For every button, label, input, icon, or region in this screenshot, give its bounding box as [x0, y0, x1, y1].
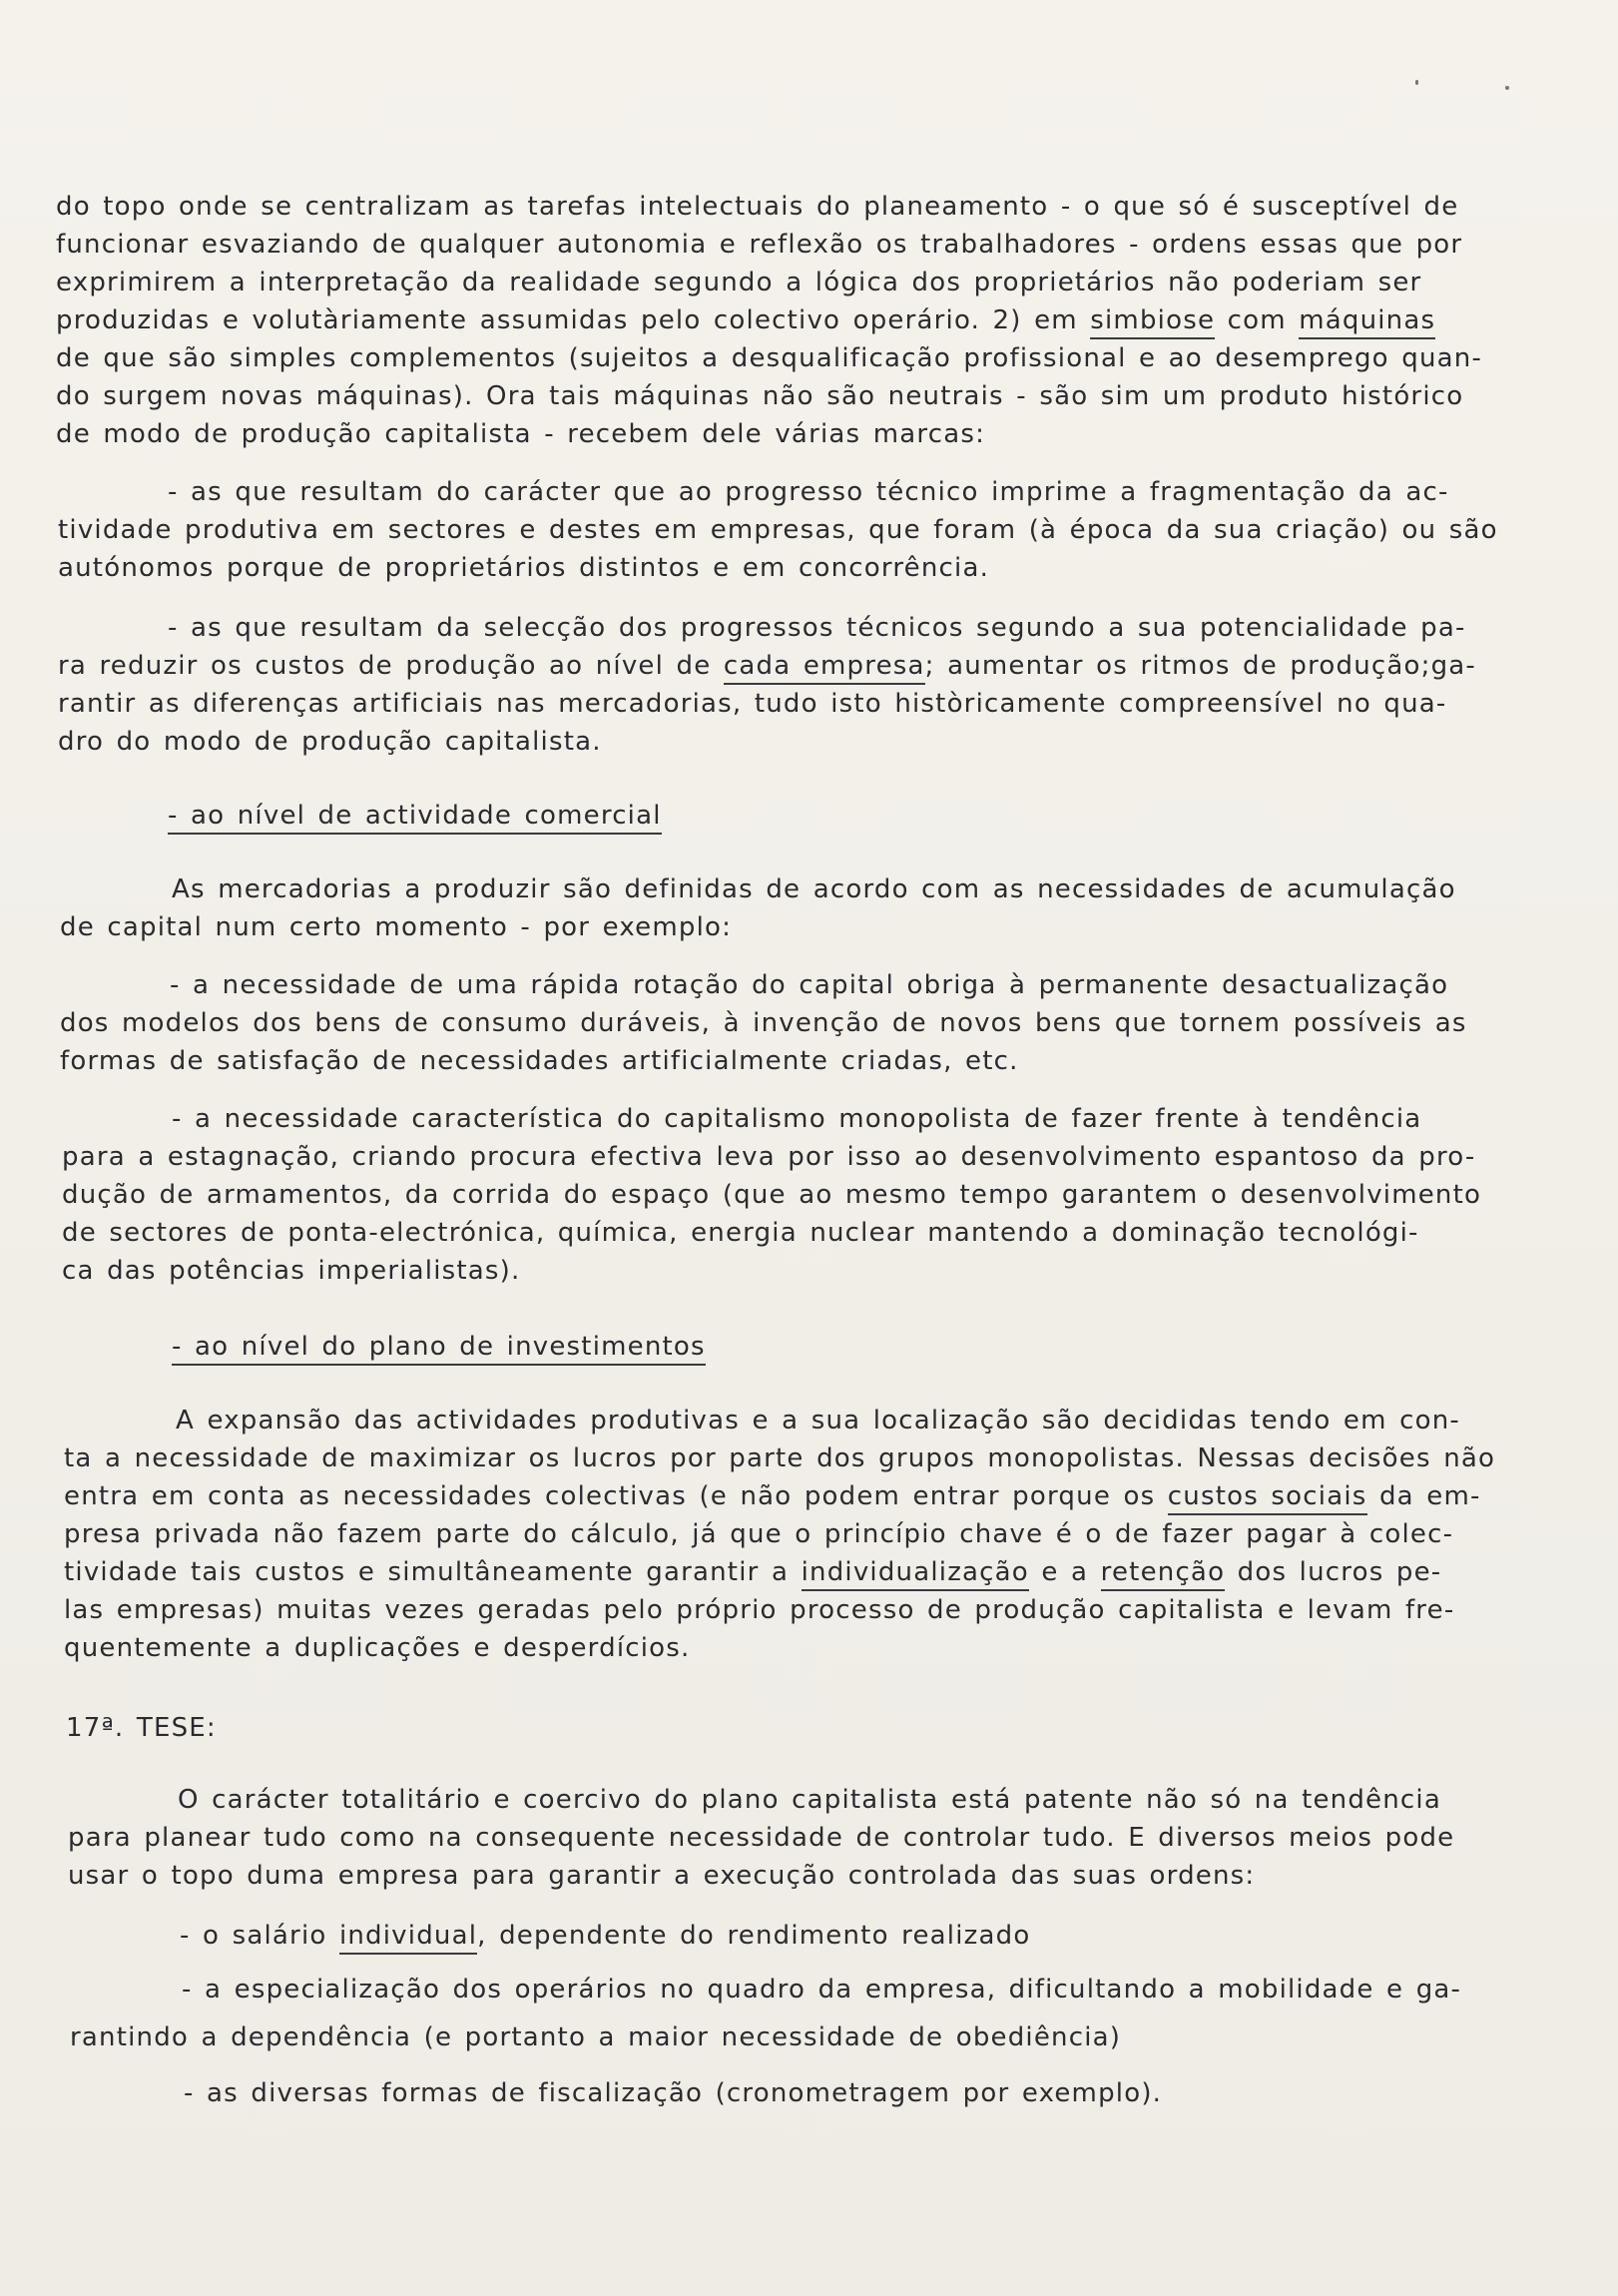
text-line — [64, 1479, 1481, 1513]
text-run: ; aumentar os ritmos de produção;ga- — [924, 651, 1477, 681]
text-line: ta a necessidade de maximizar os lucros por parte dos grupos monopolistas. Nessas decisões não — [64, 1443, 1496, 1473]
text-line — [64, 1555, 1441, 1589]
text-line: las empresas) muitas vezes geradas pelo próprio processo de produção capitalista e levam fre- — [64, 1595, 1455, 1625]
underlined-term: retenção — [1101, 1557, 1226, 1591]
text-line: dução de armamentos, da corrida do espaço (que ao mesmo tempo garantem o desenvolvimento — [62, 1180, 1482, 1210]
underlined-term: individual — [339, 1921, 477, 1955]
underlined-heading: - ao nível do plano de investimentos — [172, 1332, 706, 1366]
text-line: - a necessidade de uma rápida rotação do capital obriga à permanente desactualização — [170, 970, 1449, 1000]
text-line: dos modelos dos bens de consumo duráveis, à invenção de novos bens que tornem possíveis as — [60, 1008, 1467, 1038]
text-line: rantir as diferenças artificiais nas mercadorias, tudo isto històricamente compreensível no qua- — [58, 689, 1447, 719]
text-line: - as diversas formas de fiscalização (cronometragem por exemplo). — [184, 2078, 1163, 2108]
thesis-heading: 17ª. TESE: — [66, 1713, 217, 1743]
text-line: presa privada não fazem parte do cálculo, já que o princípio chave é o de fazer pagar à colec- — [64, 1519, 1454, 1549]
text-line: rantindo a dependência (e portanto a maior necessidade de obediência) — [70, 2022, 1122, 2052]
text-line: do surgem novas máquinas). Ora tais máquinas não são neutrais - são sim um produto histórico — [56, 381, 1464, 411]
text-line — [56, 303, 1435, 337]
text-line: dro do modo de produção capitalista. — [58, 727, 602, 757]
text-run: - o salário — [180, 1921, 339, 1951]
text-line: tividade produtiva em sectores e destes em empresas, que foram (à época da sua criação) ou são — [58, 515, 1498, 545]
text-line: ca das potências imperialistas). — [62, 1256, 521, 1286]
text-run: e a — [1028, 1557, 1101, 1587]
text-run: com — [1215, 305, 1300, 335]
underlined-heading: - ao nível de actividade comercial — [168, 801, 662, 835]
paper-speck — [1415, 80, 1418, 85]
text-run: entra em conta as necessidades colectivas (e não podem entrar porque os — [64, 1481, 1168, 1511]
text-line: de modo de produção capitalista - recebem dele várias marcas: — [56, 419, 986, 449]
paper-speck — [1505, 86, 1509, 90]
text-line — [180, 1919, 1030, 1953]
text-line: - as que resultam do carácter que ao progresso técnico imprime a fragmentação da ac- — [168, 477, 1449, 507]
text-line: As mercadorias a produzir são definidas de acordo com as necessidades de acumulação — [172, 874, 1456, 904]
underlined-term: máquinas — [1299, 305, 1435, 339]
text-run: , dependente do rendimento realizado — [477, 1921, 1031, 1951]
underlined-term: simbiose — [1090, 305, 1215, 339]
text-line: de sectores de ponta-electrónica, química, energia nuclear mantendo a dominação tecnológi- — [62, 1218, 1419, 1248]
text-line: A expansão das actividades produtivas e a sua localização são decididas tendo em con- — [176, 1406, 1460, 1435]
text-line: autónomos porque de proprietários distintos e em concorrência. — [58, 553, 990, 583]
underlined-term: custos sociais — [1168, 1481, 1367, 1515]
text-line: de capital num certo momento - por exemplo: — [60, 912, 733, 942]
text-line: formas de satisfação de necessidades artificialmente criadas, etc. — [60, 1046, 1019, 1076]
section-heading — [168, 799, 662, 833]
text-run: produzidas e volutàriamente assumidas pelo colectivo operário. 2) em — [56, 305, 1091, 335]
text-run: da em- — [1366, 1481, 1481, 1511]
text-line: funcionar esvaziando de qualquer autonomia e reflexão os trabalhadores - ordens essas que por — [56, 230, 1463, 260]
text-line: exprimirem a interpretação da realidade segundo a lógica dos proprietários não poderiam ser — [56, 268, 1422, 297]
section-heading — [172, 1330, 706, 1364]
text-line: O carácter totalitário e coercivo do plano capitalista está patente não só na tendência — [178, 1785, 1441, 1815]
underlined-term: cada empresa — [724, 651, 925, 685]
text-line — [58, 649, 1476, 683]
text-run: ra reduzir os custos de produção ao nível de — [58, 651, 724, 681]
text-line: do topo onde se centralizam as tarefas intelectuais do planeamento - o que só é susceptível de — [56, 192, 1459, 222]
text-line: de que são simples complementos (sujeitos a desqualificação profissional e ao desemprego quan- — [56, 343, 1483, 373]
text-line: - as que resultam da selecção dos progressos técnicos segundo a sua potencialidade pa- — [168, 613, 1466, 643]
text-line: para planear tudo como na consequente necessidade de controlar tudo. E diversos meios pode — [68, 1823, 1455, 1853]
text-line: quentemente a duplicações e desperdícios. — [64, 1633, 691, 1663]
text-run: dos lucros pe- — [1225, 1557, 1442, 1587]
text-line: - a especialização dos operários no quadro da empresa, dificultando a mobilidade e ga- — [182, 1975, 1462, 2005]
underlined-term: individualização — [802, 1557, 1029, 1591]
text-line: usar o topo duma empresa para garantir a execução controlada das suas ordens: — [68, 1861, 1256, 1891]
text-line: - a necessidade característica do capitalismo monopolista de fazer frente à tendência — [172, 1104, 1422, 1134]
text-run: tividade tais custos e simultâneamente garantir a — [64, 1557, 802, 1587]
text-line: para a estagnação, criando procura efectiva leva por isso ao desenvolvimento espantoso da pro- — [62, 1142, 1476, 1172]
